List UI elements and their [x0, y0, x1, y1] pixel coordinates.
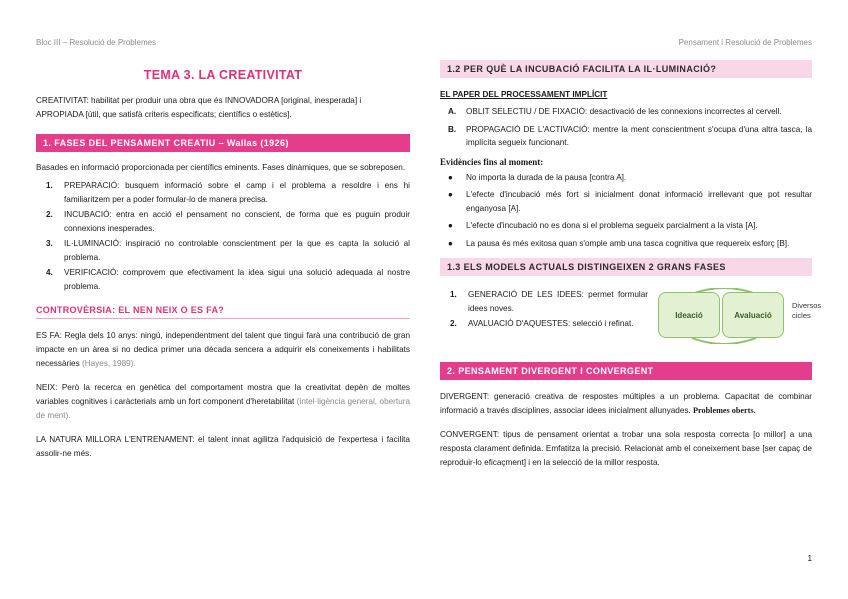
list-item-number: 4. — [46, 268, 53, 277]
list-item-number: A. — [448, 107, 457, 116]
models-block — [440, 288, 822, 354]
neix-note: (intel·ligència general, obertura de ment). — [36, 397, 411, 420]
list-item — [448, 105, 812, 119]
es-fa-paragraph — [36, 329, 410, 371]
list-item-number: 1. — [450, 290, 457, 299]
evidence-list — [440, 171, 812, 251]
list-item — [450, 317, 648, 331]
list-item-text: INCUBACIÓ: entra en acció el pensament no conscient, de forma que es puguin produir connexions inesperades. — [64, 210, 410, 233]
list-item-text: PROPAGACIÓ DE L'ACTIVACIÓ: mentre la ment conscientment s'ocupa d'una altra tasca, la implícita segueix funcionant. — [466, 124, 812, 147]
list-item-text: AVALUACIÓ D'AQUESTES: selecció i refinat. — [468, 319, 634, 328]
es-fa-citation: (Hayes, 1989). — [81, 359, 136, 368]
list-item — [450, 288, 648, 315]
list-item — [448, 123, 812, 150]
evidence-heading: Evidències fins al moment: — [440, 156, 544, 167]
list-item-text: L'efecte d'incubació no es dona si el problema segueix parcialment a la vista [A]. — [466, 221, 758, 230]
list-item-number: 1. — [46, 181, 53, 190]
natura-paragraph: LA NATURA MILLORA L'ENTRENAMENT: el talent innat agilitza l'adquisició de l'expertesa i facilita assolir-ne més. — [36, 435, 410, 458]
header-right: Pensament i Resolució de Problemes — [678, 38, 812, 47]
list-item-text: La pausa és més exitosa quan s'omple amb una tasca cognitiva que requereix esforç [B]. — [466, 238, 790, 248]
list-item-text: GENERACIÓ DE LES IDEES: permet formular idees noves. — [468, 290, 648, 313]
divergent-bold: Problemes oberts. — [693, 406, 756, 415]
models-list — [440, 288, 648, 331]
list-item-text: L'efecte d'incubació més fort si inicialment donat informació irrellevant que pot resultar enganyosa [A]. — [466, 190, 812, 213]
ideation-box: Ideació — [658, 292, 720, 338]
list-item — [440, 171, 812, 185]
page-number: 1 — [807, 554, 812, 563]
section-1-heading: 1. FASES DEL PENSAMENT CREATIU – Wallas (1926) — [36, 134, 410, 152]
evaluation-box: Avaluació — [722, 292, 784, 338]
phases-list — [36, 179, 410, 293]
list-item-text: IL·LUMINACIÓ: inspiració no controlable conscientment per la que es capta la solució al problema. — [64, 239, 410, 262]
header-left: Bloc III – Resolució de Problemes — [36, 38, 157, 47]
list-item — [46, 237, 410, 264]
list-item — [440, 237, 812, 251]
section-1-2-heading: 1.2 PER QUÈ LA INCUBACIÓ FACILITA LA IL·LUMINACIÓ? — [440, 60, 812, 78]
creativity-definition-line2: APROPIADA [útil, que satisfà criteris especificats; científics o estètics]. — [36, 110, 292, 119]
right-column — [440, 60, 822, 470]
bullet-icon: ● — [448, 190, 453, 199]
list-item — [440, 219, 812, 233]
neix-paragraph — [36, 381, 410, 423]
neix-text: NEIX: Però la recerca en genètica del comportament mostra que la creativitat depèn de moltes variables cognitives i caràcterials amb un fort component d'heretabilitat — [36, 383, 410, 406]
section-2-heading: 2. PENSAMENT DIVERGENT I CONVERGENT — [440, 362, 812, 380]
divergent-paragraph — [440, 390, 812, 418]
bullet-icon: ● — [448, 238, 453, 248]
bullet-icon: ● — [448, 172, 453, 182]
list-item — [46, 208, 410, 235]
bullet-icon: ● — [448, 221, 453, 230]
list-item — [440, 188, 812, 215]
list-item-number: B. — [448, 124, 457, 134]
section-1-3-heading: 1.3 ELS MODELS ACTUALS DISTINGEIXEN 2 GRANS FASES — [440, 258, 812, 276]
creativity-definition-line1: CREATIVITAT: habilitat per produir una obra que és INNOVADORA [original, inesperada] i — [36, 96, 362, 105]
convergent-paragraph: CONVERGENT: tipus de pensament orientat a trobar una sola resposta correcta [o millor] a una resposta clarament definida. Emfatitza la precisió. Relacionat amb el coneixement base [ser capaç de reproduir-lo eficaçment] i en la selecció de la millor resposta. — [440, 430, 812, 467]
phases-cycle-diagram — [658, 288, 822, 344]
implicit-processing-heading: EL PAPER DEL PROCESSAMENT IMPLÍCIT — [440, 90, 608, 99]
list-item-text: OBLIT SELECTIU / DE FIXACIÓ: desactivació de les connexions incorrectes al cervell. — [466, 107, 782, 116]
divergent-text: DIVERGENT: generació creativa de respostes múltiples a un problema. Capacitat de combinar informació a través disciplines, associar idees inicialment allunyades. — [440, 392, 812, 415]
cycles-label: Diversos cicles — [792, 301, 822, 320]
left-column — [36, 60, 410, 461]
list-item — [46, 179, 410, 206]
section-1-intro: Basades en informació proporcionada per científics eminents. Fases dinàmiques, que se sobreposen. — [36, 163, 406, 172]
list-item-text: PREPARACIÓ: busquem informació sobre el camp i el problema a resoldre i ens hi familiaritzem per a poder formular-lo de manera precisa. — [64, 181, 410, 204]
list-item-text: VERIFICACIÓ: comprovem que efectivament la idea sigui una solució adequada al nostre problema. — [64, 268, 410, 291]
creativity-definition — [36, 94, 410, 122]
list-item-number: 3. — [46, 239, 53, 248]
list-item — [46, 266, 410, 293]
list-item-number: 2. — [46, 210, 53, 219]
list-item-number: 2. — [450, 319, 457, 328]
list-item-text: No importa la durada de la pausa [contra A]. — [466, 172, 627, 182]
controversy-heading: CONTROVÈRSIA: EL NEN NEIX O ES FA? — [36, 305, 410, 319]
es-fa-text: ES FA: Regla dels 10 anys: ningú, independentment del talent que tingui farà una contribució de gran impacte en un àrea si no dedica primer una dècada sencera a adquirir els coneixements i habilitats necessàries — [36, 331, 410, 368]
implicit-processing-list — [440, 105, 812, 150]
page-title: TEMA 3. LA CREATIVITAT — [143, 68, 303, 82]
